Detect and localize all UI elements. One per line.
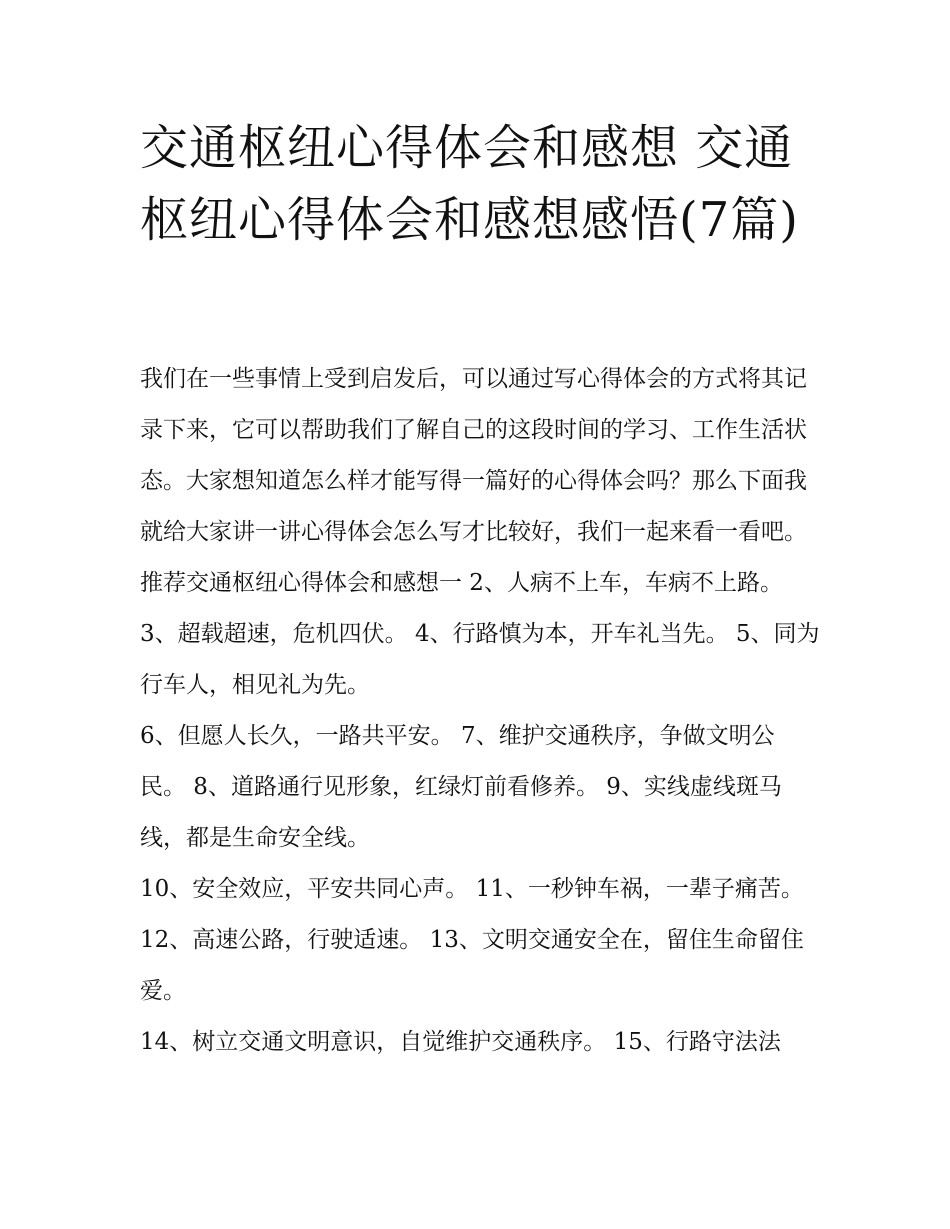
paragraph-2: 6、但愿人长久，一路共平安。 7、维护交通秩序，争做文明公民。 8、道路通行见形象，红绿灯前看修养。 9、实线虚线斑马线，都是生命安全线。 bbox=[140, 723, 782, 851]
document-title: 交通枢纽心得体会和感想 交通枢纽心得体会和感想感悟(7篇) bbox=[140, 120, 799, 248]
paragraph-3: 10、安全效应，平安共同心声。 11、一秒钟车祸，一辈子痛苦。 12、高速公路，行驶适速。 13、文明交通安全在，留住生命留住爱。 bbox=[140, 876, 804, 1004]
paragraph-intro: 我们在一些事情上受到启发后，可以通过写心得体会的方式将其记录下来，它可以帮助我们了解自己的这段时间的学习、工作生活状态。大家想知道怎么样才能写得一篇好的心得体会吗？那么下面我就给大家讲一讲心得体会怎么写才比较好，我们一起来看一看吧。 bbox=[140, 366, 807, 545]
document-body bbox=[140, 354, 820, 1068]
paragraph-4: 14、树立交通文明意识，自觉维护交通秩序。 15、行路守法法 bbox=[140, 1029, 781, 1055]
paragraph-1: 推荐交通枢纽心得体会和感想一 2、人病不上车，车病不上路。 3、超载超速，危机四伏。 4、行路慎为本，开车礼当先。 5、同为行车人，相见礼为先。 bbox=[140, 570, 820, 698]
